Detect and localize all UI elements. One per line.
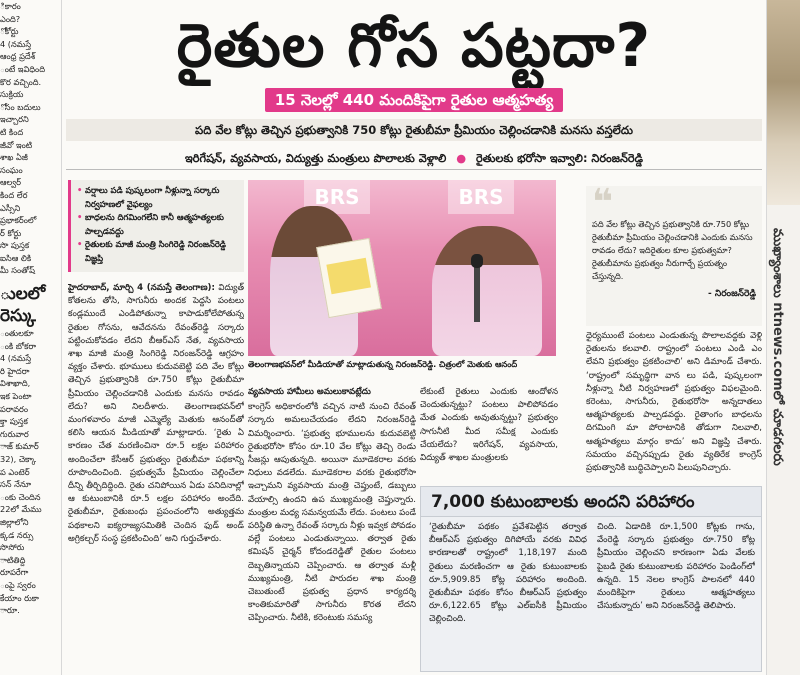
left-column-line: పరావరం (0, 403, 29, 414)
article-column-1 (68, 282, 244, 672)
left-column-line: మీ సంతోష్ (0, 265, 35, 276)
dateline: హైదరాబాద్, మార్చి 4 (నమస్తే తెలంగాణ): (68, 283, 215, 293)
left-column-line: ంకు చెందిన (0, 491, 41, 502)
sidebar-box-text-2: చింది. ఏడాదికి రూ.1,500 కోట్లకు గాను, వేంరెడ్డి సర్కారు ప్రభుత్వం రూ.750 కోట్ల ప్రీమియం చెల్లించని కారణంగా ఏడు వేలకు పైబడి రైతు కుటుంబాలకు పరిహారం పెండింగ్‌లో ఉన్నది. 15 నెలల కాంగ్రెస్ పాలనలో 440 మందికిపైగా రైతులు ఆత్మహత్యలు చేసుకున్నారు’ అని నిరంజన్‌రెడ్డి తెలిపారు. (597, 522, 755, 612)
quote-text: పది వేల కోట్లు తెచ్చిన ప్రభుత్వానికి రూ.750 కోట్లు రైతుబీమా ప్రీమియం చెల్లించడానికి ఎందుకు మనసు రావడం లేదు? ఇదిరైతుల కూల ప్రభుత్వమా? రైతుబీమాను ప్రభుత్వం నీరుగార్చే ప్రయత్నం చేస్తున్నది. (592, 219, 753, 281)
website-vertical-text: ముఖ్యాంశాలు ntnews.comలో చూడగలరు (770, 228, 785, 466)
highlight-item: • బాధలను దిగమింగలేని కానీ ఆత్మహత్యలకు పాల్పడవద్దు (79, 211, 240, 238)
left-column-line: రూపరేగా (0, 567, 29, 578)
photo-banner-right (448, 180, 514, 214)
left-column-lines-top (0, 0, 61, 277)
left-column-line: ఐసిఆ లికి (0, 252, 32, 263)
article-column-3 (420, 386, 558, 482)
left-column-line: శాఖ ఏజీ (0, 152, 28, 163)
left-column-heading: ులలో (0, 284, 46, 305)
pink-subheadline-text: 15 నెలల్లో 440 మందికిపైగా రైతుల ఆత్మహత్య (265, 88, 563, 112)
left-column-line: ప ఎంటెర్ (0, 466, 30, 477)
left-column-line: ంతులకూ (0, 328, 34, 339)
sidebar-box-text-1: ‘రైతుబీమా పథకం ప్రవేశపెట్టిన తర్వాత బీఆర్‌ఎస్ ప్రభుత్వం దిగిపోయే వరకు వివిధ కారణాలతో రాష్ట్రంలో 1,18,197 మంది రైతులు మరణించగా ఆ రైతు కుటుంబాలకు రూ.5,909.85 కోట్ల పరిహారం అందింది. రైతుబీమా పథకం కోసం బీఆర్‌ఎస్ ప్రభుత్వం రూ.6,122.65 కోట్లు ఎల్‌ఐసీకి ప్రీమియం చెల్లించింది. (429, 522, 587, 625)
left-column-line: ాటితిద్ది (0, 554, 26, 565)
left-column-line: జీవో ఇంటి (0, 139, 33, 150)
left-column-line: ఇక పెంటా (0, 391, 32, 402)
highlight-item: • వర్షాలు పడి పుష్కలంగా నీళ్లున్నా సర్కారు నిర్వహణలో వైఫల్యం (79, 184, 240, 211)
left-column-line: ారూ. (0, 605, 20, 616)
left-adjacent-column (0, 0, 62, 675)
left-column-lines-bottom (0, 327, 61, 617)
deck-separator-dot: ● (456, 152, 467, 165)
deck-line-left: ఇరిగేషన్, వ్యవసాయ, విద్యుత్తు మంత్రులు పొలాలకు వెళ్లాలి (185, 152, 447, 165)
left-column-line: కింద లేర (0, 189, 28, 200)
main-headline: రైతుల గోస పట్టదా? (176, 11, 652, 81)
left-column-line: ంపై స్వరం (0, 579, 36, 590)
microphone-icon (474, 262, 480, 322)
left-column-line: ప్రభాకర్ంలో (0, 215, 37, 226)
banner-text: BRS (314, 185, 360, 209)
press-meet-photo (248, 180, 556, 356)
banner-text: BRS (458, 185, 504, 209)
section-subheading: వ్యవసాయ హామీలు అమలుకావట్లేదు (248, 387, 371, 397)
left-column-line: ఆంధ్ర ప్రదేశ్ (0, 51, 36, 62)
pull-quote (586, 182, 762, 326)
article-text: విద్యుత్ కోతలను తోసి, సాగునీరు అందక పెద్దసి పంటలు కండ్లముందే ఎండిపోతున్నా కాపాడుకోలేపోతున్న రైతుల గోసను, ఆవేదనను రేవంత్‌రెడ్డి సర్కారు పట్టించుకోవడం లేదని బీఆర్‌ఎస్ నేత, వ్యవసాయ శాఖ మాజీ మంత్రి సింగిరెడ్డి నిరంజన్‌రెడ్డి ఆగ్రహం వ్యక్తం చేశారు. భూములు కుదువబెట్టి పది వేల కోట్లు తెచ్చిన ప్రభుత్వానికి రూ.750 కోట్లు రైతుబీమా ప్రీమియం చెల్లించడానికి ఎందుకు మనసు రావడం లేదు? అని నిలదీశారు. తెలంగాణభవన్‌లో మంగళవారం మాజీ ఎమ్మెల్యే మెతుకు ఆనంద్‌తో కలిసి ఆయన మీడియాతో మాట్లాడారు. ‘రైతు ఏ కారణం చేత మరణించినా రూ.5 లక్షల పరిహారం అందించేలా కేసీఆర్ ప్రభుత్వం రైతుబీమా పథకాన్ని రూపొందించింది. ప్రభుత్వమే ప్రీమియం చెల్లించేలా దీన్ని తీర్చిదిద్దింది. రైతు చనిపోయిన ఏడు పనిదినాల్లో ఆ కుటుంబానికి రూ.5 లక్షల పరిహారం అందేది. రైతుబీమా, రైతుబంధు ప్రపంచంలోని అత్యుత్తమ పథకాలని ఐక్యరాజ్యసమితికి చెందిన ఫుడ్ అండ్ అగ్రికల్చర్ సంస్థ ప్రకటించింది’ అని గుర్తుచేశారు. (68, 283, 244, 544)
newspaper-held-image (316, 238, 382, 318)
left-column-line: ోకోర్టు (0, 26, 19, 37)
highlight-item: • రైతులకు మాజీ మంత్రి సింగిరెడ్డి నిరంజన్‌రెడ్డి విజ్ఞప్తి (79, 238, 240, 265)
right-column-photo (767, 0, 800, 205)
article-text: కాంగ్రెస్ అధికారంలోకి వచ్చిన నాటి నుంచి రేవంత్ సర్కారు అమలుచేయడం లేదని నిరంజన్‌రెడ్డి విమర్శించారు. ‘ప్రభుత్వ భూములను కుదువబెట్టి రైతుభరోసా కోసం రూ.10 వేల కోట్లు తెచ్చి రెండు సీజన్లు ఆపుతున్నది. అయినా మూడెకరాల వరకు నిధులు వడలేదు. మూడెకరాల వరకు రైతుభరోసా ఇచ్చామని వ్యవసాయ మంత్రి చెప్తుంటే, డబ్బులు వేయాల్సి ఉందని ఉప ముఖ్యమంత్రి చెప్తున్నారు. మంత్రుల మధ్య సమన్వయమే లేదు. పంటలు పండే పరిస్థితి ఉన్నా రేవంత్ సర్కారు నీళ్లు ఇవ్వక పోవడం వల్లే పంటలు ఎండుతున్నాయి. తర్వాత రైతు కమిషన్ చైర్మన్ కోదండరెడ్డితో రైతుల పంటలు దెబ్బతిన్నాయని చెప్పించారు. ఆ తర్వాత మళ్లీ ముఖ్యమంత్రి, నీటి పారుదల శాఖ మంత్రి చెబుతుంటే ప్రభుత్వ ప్రధాన కార్యదర్శి కాంతికుమారితో సాగునీరు కొరత లేదని చెప్పించారు. నీటికి, కరెంటుకు సమస్య (248, 402, 416, 624)
left-column-line: ఆల్వర్ (0, 177, 21, 188)
left-column-line: కేయాం రుకా (0, 592, 39, 603)
sidebar-box-title: 7,000 కుటుంబాలకు అందని పరిహారం (421, 487, 761, 517)
left-column-line: విశాఖాది, (0, 378, 31, 389)
article-text: లేకుంటే రైతులు ఎందుకు ఆందోళన చెందుతున్నట్టు? పంటలు పాలిపోవడం మేత ఎందుకు అవుతున్నట్టు? ప్రభుత్వం సాగునీటి మీద సమీక్ష ఎందుకు చేయలేదు? ఇరిగేషన్, వ్యవసాయ, విద్యుత్ శాఖల మంత్రులకు (420, 387, 558, 464)
left-column-line: 32), చెక్కా (0, 454, 37, 464)
quote-mark-icon: ❝ (592, 182, 614, 223)
article-column-4 (586, 330, 762, 508)
left-column-line: సంఘం (0, 164, 23, 175)
left-column-line: ఎంది? (0, 13, 21, 24)
left-column-line: ర్ కోర్టు (0, 227, 22, 238)
right-vertical-label (771, 228, 799, 648)
highlights-box (68, 180, 244, 272)
left-column-line: సుక్రియ (0, 89, 24, 100)
pink-subheadline (66, 88, 762, 114)
left-column-line: క్తా పుస్తక (0, 416, 28, 427)
deck-line-right: రైతులకు భరోసా ఇవ్వాలి: నిరంజన్‌రెడ్డి (476, 152, 643, 165)
left-column-line: సన్ నేనూ (0, 479, 32, 490)
left-column-line: రి హైదరా (0, 365, 30, 376)
left-column-line: ంటే ఇవిధింది (0, 63, 45, 74)
article-column-2 (248, 386, 416, 672)
left-column-line: ఎస్సీని (0, 202, 21, 213)
person-right-figure (432, 226, 542, 356)
left-column-line: క్కడ నర్సు (0, 529, 34, 540)
left-column-line: ికారం (0, 1, 21, 11)
left-column-line: 4 (నమస్తే (0, 38, 32, 49)
left-column-line: సొసోరు (0, 542, 25, 553)
left-column-line: టి కింద (0, 126, 24, 137)
compensation-sidebar-box (420, 486, 762, 672)
left-column-line: సొ పుస్తక (0, 240, 30, 251)
left-column-line: ోసం బదులు (0, 101, 41, 112)
left-column-line: ఇచ్చారని (0, 114, 29, 125)
left-column-line: జిల్లాలోని (0, 516, 29, 527)
photo-caption: తెలంగాణభవన్‌లో మీడియాతో మాట్లాడుతున్న నిరంజన్‌రెడ్డి. చిత్రంలో మెతుకు ఆనంద్ (248, 359, 518, 369)
right-adjacent-column (766, 0, 800, 675)
left-column-line: కొర వచ్చింది. (0, 76, 42, 87)
left-column-line: 4 (నమస్తే (0, 353, 32, 364)
left-column-line: ంకి బోకరా (0, 340, 37, 351)
deck-line (66, 148, 762, 170)
left-column-heading-2: రెస్కు (0, 306, 36, 327)
left-column-line: 22లో మేము (0, 504, 42, 515)
quote-signature: - నిరంజన్‌రెడ్డి (708, 289, 756, 299)
left-column-line: గురువార (0, 428, 29, 439)
article-paragraph (68, 282, 244, 546)
left-column-line: ాజ్ కుమార్ (0, 441, 39, 452)
article-text: ధైర్యముంటే పంటలు ఎండుతున్న పొలాలవద్దకు వెళ్లి రైతులను కలవాలి. రాష్ట్రంలో పంటలు ఎండి ఎం లేవని ప్రభుత్వం ప్రకటించాలి’ అని డిమాండ్ చేశారు. ‘రాష్ట్రంలో సమృద్ధిగా వాన లు పడి, పుష్కలంగా నీళ్లున్నా నీటి నిర్వహణలో ప్రభుత్వం విఫలమైంది. కరెంటు, సాగునీరు, రైతుభరోసా అన్నదాతలు ఆత్మహత్యలకు పాల్పడవద్దు. రైతాంగం బాధలను దిగమింగి మా పోరాటానికి తోడుగా నిలవాలి, ఆత్మహత్యలు మార్గం కాదు’ అని విజ్ఞప్తి చేశారు. సమయం వచ్చినప్పుడు రైతు వ్యతిరేక కాంగ్రెస్ ప్రభుత్వానికి బుద్ధిచెప్పాలని పిలుపునిచ్చారు. (586, 331, 762, 474)
grey-subheadline: పది వేల కోట్లు తెచ్చిన ప్రభుత్వానికి 750 కోట్లు రైతుబీమా ప్రీమియం చెల్లించడానికి మనసు వస్తలేదు (66, 119, 762, 141)
